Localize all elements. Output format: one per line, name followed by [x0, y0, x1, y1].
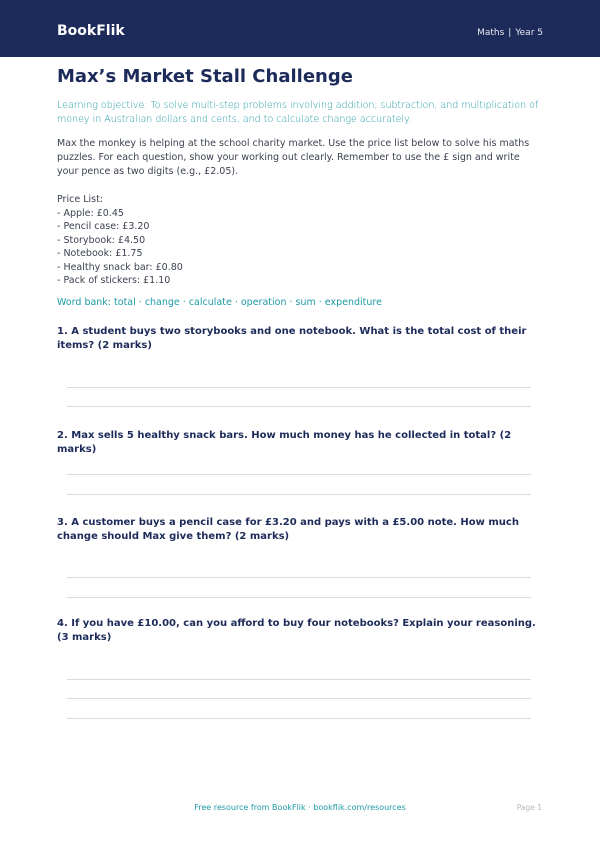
answer-line[interactable]: [67, 387, 531, 388]
word-bank: Word bank: total · change · calculate · operation · sum · expenditure: [57, 296, 382, 308]
page-header: [0, 0, 600, 57]
price-list-item: - Apple: £0.45: [57, 207, 124, 219]
answer-line[interactable]: [67, 577, 531, 578]
learning-objective: Learning objective: To solve multi-step problems involving addition, subtraction, and multiplication of money in Australian dollars and cents, and to calculate change accurately.: [57, 100, 539, 125]
answer-line[interactable]: [67, 406, 531, 407]
answer-line[interactable]: [67, 698, 531, 699]
answer-line[interactable]: [67, 597, 531, 598]
subject-year-label: [477, 27, 543, 39]
answer-line[interactable]: [67, 474, 531, 475]
price-list-item: - Pencil case: £3.20: [57, 221, 150, 232]
worksheet-intro: [57, 64, 543, 310]
price-list-item: - Notebook: £1.75: [57, 248, 143, 259]
question-3: 3. A customer buys a pencil case for £3.20 and pays with a £5.00 note. How much change should Max give them? (2 marks): [57, 517, 519, 542]
price-list-item: - Pack of stickers: £1.10: [57, 275, 171, 286]
answer-line[interactable]: [67, 494, 531, 495]
answer-line[interactable]: [67, 679, 531, 680]
year-label: Year 5: [515, 28, 543, 38]
price-list-item: - Healthy snack bar: £0.80: [57, 261, 183, 273]
page-number: Page 1: [516, 803, 542, 812]
worksheet-title: Max’s Market Stall Challenge: [57, 66, 353, 87]
question-1: 1. A student buys two storybooks and one notebook. What is the total cost of their items? (2 marks): [57, 326, 527, 351]
price-list-heading: Price List:: [57, 194, 104, 205]
question-4: 4. If you have £10.00, can you afford to buy four notebooks? Explain your reasoning. (3 marks): [57, 618, 536, 643]
brand-logo-text: BookFlik: [57, 23, 125, 39]
subject-label: Maths: [477, 28, 505, 38]
question-2: 2. Max sells 5 healthy snack bars. How much money has he collected in total? (2 marks): [57, 430, 512, 455]
footer-resource-link[interactable]: Free resource from BookFlik · bookflik.com/resources: [194, 803, 406, 812]
meta-separator: |: [508, 28, 512, 38]
price-list-item: - Storybook: £4.50: [57, 234, 146, 246]
answer-line[interactable]: [67, 718, 531, 719]
price-list: [57, 193, 543, 288]
intro-paragraph: Max the monkey is helping at the school charity market. Use the price list below to solve his maths puzzles. For each question, show your working out clearly. Remember to use the £ sign and write your pence as two digits (e.g., £2.05).: [57, 138, 530, 177]
